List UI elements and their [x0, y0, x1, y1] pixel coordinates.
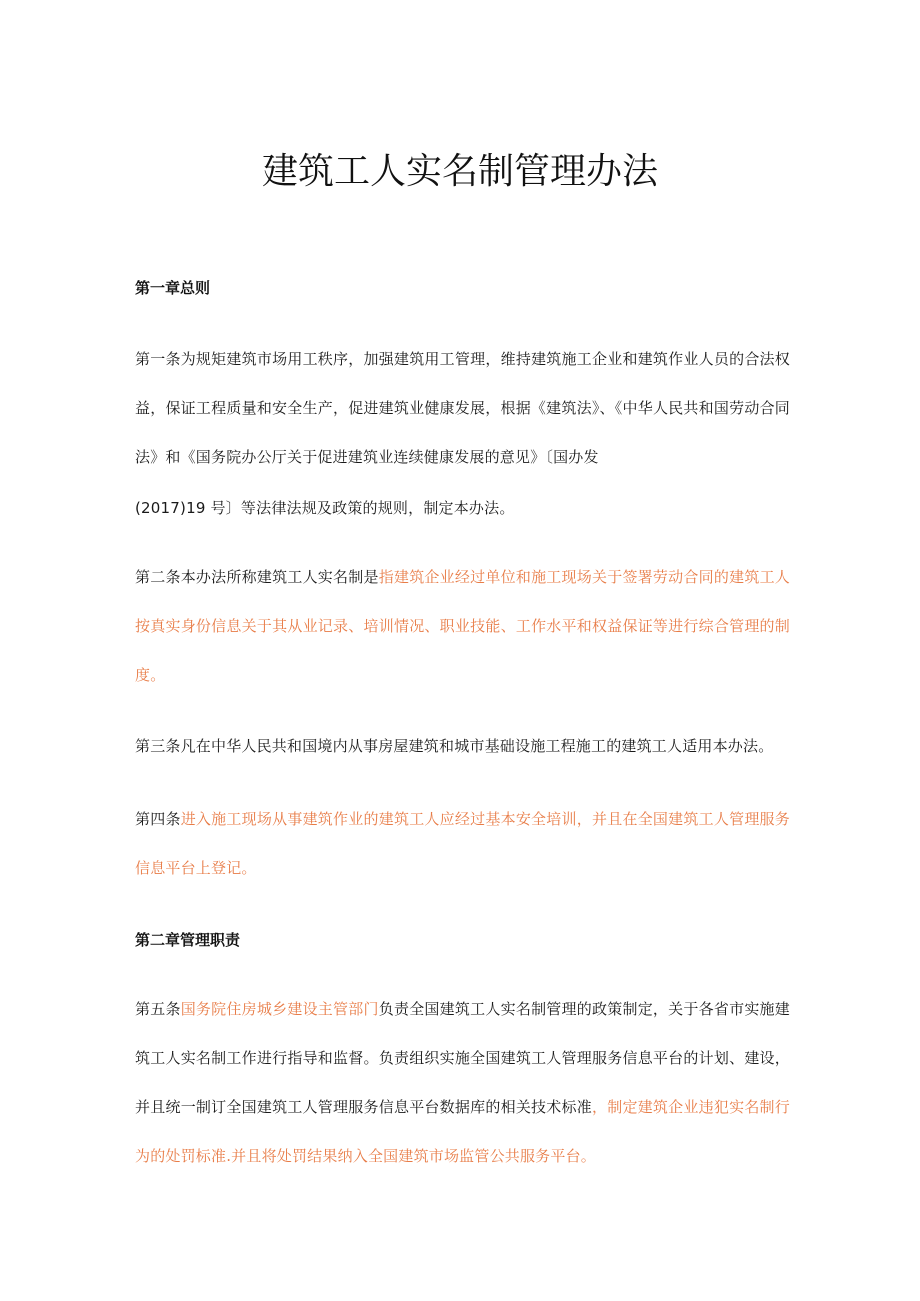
article-5-highlight-authority: 国务院住房城乡建设主管部门 — [180, 1000, 379, 1018]
article-2-highlight: 指建筑企业经过单位和施工现场关于签署劳动合同的建筑工人按真实身份信息关于其从业记录、培训情况、职业技能、工作水平和权益保证等进行综合管理的制度。 — [135, 568, 790, 684]
chapter-2-heading: 第二章管理职责 — [135, 931, 241, 949]
document-title: 建筑工人实名制管理办法 — [261, 151, 658, 192]
article-4-highlight: 进入施工现场从事建筑作业的建筑工人应经过基本安全培训，并且在全国建筑工人管理服务信息平台上登记。 — [135, 810, 790, 877]
article-1-continuation: (2017)19 号〕等法律法规及政策的规则，制定本办法。 — [135, 499, 515, 517]
article-2-prefix: 第二条本办法所称建筑工人实名制是 — [135, 568, 379, 586]
article-5-middle: 负责全国建筑工人实名制管理的政策制定，关于各省市实施建筑工人实名制工作进行指导和监督。负责组织实施全国建筑工人管理服务信息平台的计划、建设，并且统一制订全国建筑工人管理服务信息平台数据库的相关技术标准 — [135, 1000, 790, 1116]
article-5-prefix: 第五条 — [135, 1000, 181, 1018]
article-1-text: 第一条为规矩建筑市场用工秩序，加强建筑用工管理，维持建筑施工企业和建筑作业人员的合法权益，保证工程质量和安全生产，促进建筑业健康发展，根据《建筑法》、《中华人民共和国劳动合同法》和《国务院办公厅关于促进建筑业连续健康发展的意见》〔国办发 — [135, 350, 790, 466]
article-4-prefix: 第四条 — [135, 810, 181, 828]
chapter-1-heading: 第一章总则 — [135, 279, 211, 297]
article-3-paragraph: 第三条凡在中华人民共和国境内从事房屋建筑和城市基础设施工程施工的建筑工人适用本办法。 — [135, 737, 774, 755]
article-2-paragraph — [135, 553, 790, 700]
article-4-paragraph — [135, 795, 790, 893]
article-5-paragraph — [135, 985, 790, 1181]
article-5-highlight-penalty: ，制定建筑企业违犯实名制行为的处罚标准.并且将处罚结果纳入全国建筑市场监管公共服务平台。 — [135, 1098, 790, 1165]
